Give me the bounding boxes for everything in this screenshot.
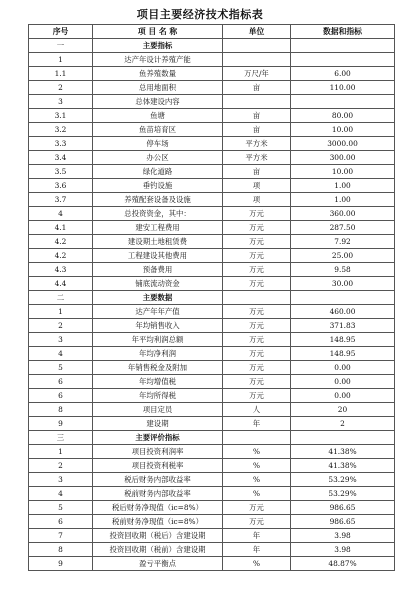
row-name: 垂钓设施 [93, 179, 223, 193]
row-number: 3.6 [29, 179, 93, 193]
row-unit [223, 95, 291, 109]
row-value: 460.00 [291, 305, 395, 319]
row-value [291, 291, 395, 305]
row-unit: 万元 [223, 207, 291, 221]
row-unit: 万元 [223, 347, 291, 361]
row-unit: 年 [223, 543, 291, 557]
row-name: 盈亏平衡点 [93, 557, 223, 571]
row-name: 工程建设其他费用 [93, 249, 223, 263]
table-row [29, 473, 395, 487]
row-name: 年销售税金及附加 [93, 361, 223, 375]
row-name: 项目投资利税率 [93, 459, 223, 473]
row-value: 2 [291, 417, 395, 431]
row-name: 年均净利润 [93, 347, 223, 361]
row-unit: % [223, 445, 291, 459]
row-name: 达产年年产值 [93, 305, 223, 319]
row-value [291, 431, 395, 445]
table-row [29, 249, 395, 263]
table-row [29, 263, 395, 277]
table-row [29, 165, 395, 179]
row-unit: 万元 [223, 333, 291, 347]
row-number: 3 [29, 473, 93, 487]
table-row [29, 417, 395, 431]
table-row [29, 459, 395, 473]
table-row [29, 333, 395, 347]
row-number: 6 [29, 375, 93, 389]
row-name: 鱼塘 [93, 109, 223, 123]
section-row [29, 39, 395, 53]
row-number: 4.2 [29, 249, 93, 263]
row-number: 6 [29, 389, 93, 403]
table-row [29, 445, 395, 459]
table-row [29, 109, 395, 123]
row-unit [223, 291, 291, 305]
table-row [29, 151, 395, 165]
row-unit: 万元 [223, 235, 291, 249]
row-unit [223, 39, 291, 53]
row-name: 预备费用 [93, 263, 223, 277]
row-name: 总用地面积 [93, 81, 223, 95]
row-number: 8 [29, 403, 93, 417]
row-number: 4.3 [29, 263, 93, 277]
table-row [29, 277, 395, 291]
row-number: 4.1 [29, 221, 93, 235]
row-name: 主要评价指标 [93, 431, 223, 445]
table-row [29, 543, 395, 557]
header-no: 序号 [29, 25, 93, 39]
row-value: 41.38% [291, 445, 395, 459]
row-value [291, 53, 395, 67]
row-value: 48.87% [291, 557, 395, 571]
row-name: 绿化道路 [93, 165, 223, 179]
row-value: 9.58 [291, 263, 395, 277]
table-row [29, 529, 395, 543]
row-unit: 万元 [223, 319, 291, 333]
row-value: 0.00 [291, 375, 395, 389]
table-row [29, 361, 395, 375]
row-unit: % [223, 487, 291, 501]
row-name: 鱼苗培育区 [93, 123, 223, 137]
row-value: 30.00 [291, 277, 395, 291]
row-unit: 万元 [223, 221, 291, 235]
row-name: 税后财务净现值（ic=8%） [93, 501, 223, 515]
row-unit: 亩 [223, 123, 291, 137]
row-number: 4 [29, 347, 93, 361]
row-name: 建设期土地租赁费 [93, 235, 223, 249]
row-unit: 亩 [223, 165, 291, 179]
header-name: 项 目 名 称 [93, 25, 223, 39]
row-number: 9 [29, 417, 93, 431]
row-unit: 万尺/年 [223, 67, 291, 81]
row-name: 年均销售收入 [93, 319, 223, 333]
row-value [291, 95, 395, 109]
row-number: 二 [29, 291, 93, 305]
row-unit: 万元 [223, 389, 291, 403]
row-unit: % [223, 473, 291, 487]
row-value: 53.29% [291, 473, 395, 487]
row-name: 停车场 [93, 137, 223, 151]
row-name: 税前财务净现值（ic=8%） [93, 515, 223, 529]
header-value: 数据和指标 [291, 25, 395, 39]
row-value: 20 [291, 403, 395, 417]
row-number: 3.3 [29, 137, 93, 151]
row-number: 4.4 [29, 277, 93, 291]
row-number: 1 [29, 53, 93, 67]
row-value: 80.00 [291, 109, 395, 123]
row-name: 年均增值税 [93, 375, 223, 389]
table-row [29, 207, 395, 221]
section-row [29, 291, 395, 305]
row-number: 8 [29, 543, 93, 557]
table-row [29, 137, 395, 151]
row-number: 5 [29, 501, 93, 515]
row-name: 总体建设内容 [93, 95, 223, 109]
row-unit [223, 53, 291, 67]
row-name: 项目定员 [93, 403, 223, 417]
table-row [29, 67, 395, 81]
row-value: 148.95 [291, 333, 395, 347]
row-number: 4 [29, 487, 93, 501]
row-unit: 万元 [223, 277, 291, 291]
row-number: 5 [29, 361, 93, 375]
row-value: 0.00 [291, 361, 395, 375]
row-unit: 亩 [223, 109, 291, 123]
row-value: 7.92 [291, 235, 395, 249]
row-number: 7 [29, 529, 93, 543]
row-unit: 平方米 [223, 137, 291, 151]
table-row [29, 501, 395, 515]
row-value: 287.50 [291, 221, 395, 235]
row-name: 主要指标 [93, 39, 223, 53]
row-value: 0.00 [291, 389, 395, 403]
row-number: 三 [29, 431, 93, 445]
row-value: 1.00 [291, 193, 395, 207]
row-unit: 人 [223, 403, 291, 417]
table-row [29, 95, 395, 109]
table-row [29, 221, 395, 235]
indicator-table [28, 24, 395, 571]
row-name: 达产年设计养殖产能 [93, 53, 223, 67]
row-unit: 年 [223, 529, 291, 543]
row-name: 建安工程费用 [93, 221, 223, 235]
table-row [29, 487, 395, 501]
row-name: 主要数据 [93, 291, 223, 305]
row-value: 3.98 [291, 543, 395, 557]
table-row [29, 557, 395, 571]
row-number: 2 [29, 319, 93, 333]
row-unit: 万元 [223, 249, 291, 263]
row-value: 371.83 [291, 319, 395, 333]
row-unit: 万元 [223, 375, 291, 389]
row-number: 1 [29, 305, 93, 319]
table-row [29, 403, 395, 417]
row-unit: % [223, 459, 291, 473]
row-number: 6 [29, 515, 93, 529]
row-name: 税后财务内部收益率 [93, 473, 223, 487]
row-value: 3000.00 [291, 137, 395, 151]
table-row [29, 193, 395, 207]
row-value: 148.95 [291, 347, 395, 361]
table-row [29, 319, 395, 333]
table-row [29, 235, 395, 249]
row-unit: 平方米 [223, 151, 291, 165]
row-unit: 万元 [223, 305, 291, 319]
table-body [29, 39, 395, 571]
row-unit: 万元 [223, 515, 291, 529]
row-number: 2 [29, 81, 93, 95]
header-unit: 单位 [223, 25, 291, 39]
row-number: 4 [29, 207, 93, 221]
row-unit: 年 [223, 417, 291, 431]
table-row [29, 347, 395, 361]
row-unit: 项 [223, 193, 291, 207]
row-value: 53.29% [291, 487, 395, 501]
row-value: 41.38% [291, 459, 395, 473]
row-number: 1 [29, 445, 93, 459]
row-value: 6.00 [291, 67, 395, 81]
row-number: 1.1 [29, 67, 93, 81]
row-number: 3.2 [29, 123, 93, 137]
row-name: 总投资资金，其中： [93, 207, 223, 221]
row-number: 3.7 [29, 193, 93, 207]
row-unit: 万元 [223, 263, 291, 277]
row-name: 年均所得税 [93, 389, 223, 403]
table-row [29, 515, 395, 529]
row-unit: % [223, 557, 291, 571]
row-name: 办公区 [93, 151, 223, 165]
row-value: 110.00 [291, 81, 395, 95]
table-row [29, 81, 395, 95]
table-header-row [29, 25, 395, 39]
row-number: 3 [29, 333, 93, 347]
row-name: 投资回收期（税后）含建设期 [93, 529, 223, 543]
table-row [29, 305, 395, 319]
row-unit: 万元 [223, 501, 291, 515]
row-value: 986.65 [291, 515, 395, 529]
row-name: 税前财务内部收益率 [93, 487, 223, 501]
row-name: 建设期 [93, 417, 223, 431]
row-value: 360.00 [291, 207, 395, 221]
row-value: 10.00 [291, 123, 395, 137]
row-name: 铺底流动资金 [93, 277, 223, 291]
row-number: 3.5 [29, 165, 93, 179]
table-title: 项目主要经济技术指标表 [136, 8, 264, 21]
table-row [29, 375, 395, 389]
row-value: 986.65 [291, 501, 395, 515]
row-number: 3.1 [29, 109, 93, 123]
section-row [29, 431, 395, 445]
row-number: 9 [29, 557, 93, 571]
table-row [29, 389, 395, 403]
row-unit [223, 431, 291, 445]
row-unit: 亩 [223, 81, 291, 95]
row-number: 3 [29, 95, 93, 109]
row-number: 2 [29, 459, 93, 473]
row-number: 3.4 [29, 151, 93, 165]
row-unit: 万元 [223, 361, 291, 375]
row-value: 25.00 [291, 249, 395, 263]
table-row [29, 179, 395, 193]
row-value: 300.00 [291, 151, 395, 165]
row-value [291, 39, 395, 53]
table-row [29, 123, 395, 137]
row-number: 一 [29, 39, 93, 53]
row-name: 鱼养殖数量 [93, 67, 223, 81]
row-number: 4.2 [29, 235, 93, 249]
table-row [29, 53, 395, 67]
row-value: 1.00 [291, 179, 395, 193]
row-name: 年平均利润总额 [93, 333, 223, 347]
row-value: 10.00 [291, 165, 395, 179]
row-value: 3.98 [291, 529, 395, 543]
row-unit: 项 [223, 179, 291, 193]
row-name: 投资回收期（税前）含建设期 [93, 543, 223, 557]
row-name: 项目投资利润率 [93, 445, 223, 459]
row-name: 养殖配套设备及设施 [93, 193, 223, 207]
